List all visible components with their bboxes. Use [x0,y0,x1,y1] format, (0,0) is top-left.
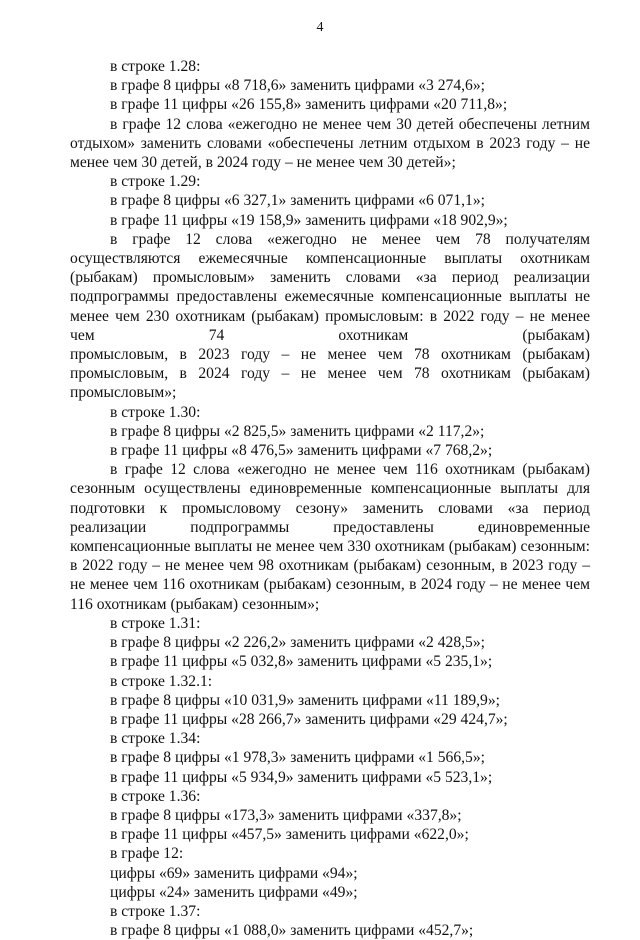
page-number: 4 [316,20,324,35]
body-paragraph: в графе 11 цифры «5 032,8» заменить цифрами «5 235,1»; [110,653,493,671]
body-paragraph: в графе 8 цифры «6 327,1» заменить цифрами «6 071,1»; [110,192,485,210]
body-paragraph: в графе 11 цифры «26 155,8» заменить цифрами «20 711,8»; [110,96,508,114]
body-paragraph: в строке 1.34: [110,730,201,748]
body-paragraph: в графе 11 цифры «457,5» заменить цифрами «622,0»; [110,826,469,844]
body-paragraph: в графе 8 цифры «2 226,2» заменить цифрами «2 428,5»; [110,634,485,652]
body-paragraph: в графе 8 цифры «1 088,0» заменить цифрами «452,7»; [110,922,474,940]
body-paragraph: в строке 1.28: [110,58,201,75]
document-body [70,57,590,940]
body-paragraph: в строке 1.31: [110,614,201,632]
body-paragraph: в графе 11 цифры «8 476,5» заменить цифрами «7 768,2»; [110,442,493,460]
body-paragraph: в графе 8 цифры «8 718,6» заменить цифрами «3 274,6»; [110,77,485,95]
body-paragraph: в строке 1.30: [110,403,201,421]
body-paragraph: в строке 1.29: [110,173,201,191]
body-paragraph: в графе 12: [110,845,184,863]
body-paragraph: в графе 11 цифры «5 934,9» заменить цифрами «5 523,1»; [110,768,493,786]
body-paragraph: в строке 1.36: [110,787,201,805]
body-paragraph: в графе 12 слова «ежегодно не менее чем 30 детей обеспечены летним отдыхом» заменить словами «обеспечены летним отдыхом в 2023 году – не менее чем 30 детей, в 2024 году – не менее чем 30 детей»; [70,115,590,172]
body-paragraph: цифры «24» заменить цифрами «49»; [110,883,358,901]
body-paragraph: в графе 12 слова «ежегодно не менее чем 116 охотникам (рыбакам) сезонным осуществлены единовременные компенсационные выплаты для подготовки к промысловому сезону» заменить словами «за период реализации подпрограммы предоставлены единовременные компенсационные выплаты не менее чем 330 охотникам (рыбакам) сезонным: в 2022 году – не менее чем 98 охотникам (рыбакам) сезонным, в 2023 году – не менее чем 116 охотникам (рыбакам) сезонным, в 2024 году – не менее чем 116 охотникам (рыбакам) сезонным»; [70,461,590,613]
body-paragraph: в строке 1.37: [110,902,201,920]
body-paragraph: в графе 8 цифры «2 825,5» заменить цифрами «2 117,2»; [110,422,485,440]
body-paragraph: цифры «69» заменить цифрами «94»; [110,864,358,882]
body-paragraph: в графе 8 цифры «10 031,9» заменить цифрами «11 189,9»; [110,691,500,709]
body-paragraph: в графе 12 слова «ежегодно не менее чем 78 получателям осуществляются ежемесячные компенсационные выплаты охотникам (рыбакам) промысловым» заменить словами «за период реализации подпрограммы предоставлены ежемесячные компенсационные выплаты не менее чем 230 охотникам (рыбакам) промысловым: в 2022 году – не менее чем 74 охотникам (рыбакам) [70,230,590,344]
body-paragraph: в графе 8 цифры «1 978,3» заменить цифрами «1 566,5»; [110,749,485,767]
body-paragraph: в графе 8 цифры «173,3» заменить цифрами «337,8»; [110,806,462,824]
body-paragraph: в графе 11 цифры «19 158,9» заменить цифрами «18 902,9»; [110,211,508,229]
body-paragraph: промысловым»; [70,384,177,402]
body-paragraph: промысловым, в 2024 году – не менее чем 78 охотникам (рыбакам) [70,365,590,383]
body-paragraph: в графе 11 цифры «28 266,7» заменить цифрами «29 424,7»; [110,710,508,728]
body-paragraph: промысловым, в 2023 году – не менее чем 78 охотникам (рыбакам) [70,346,590,364]
body-paragraph: в строке 1.32.1: [110,672,213,690]
